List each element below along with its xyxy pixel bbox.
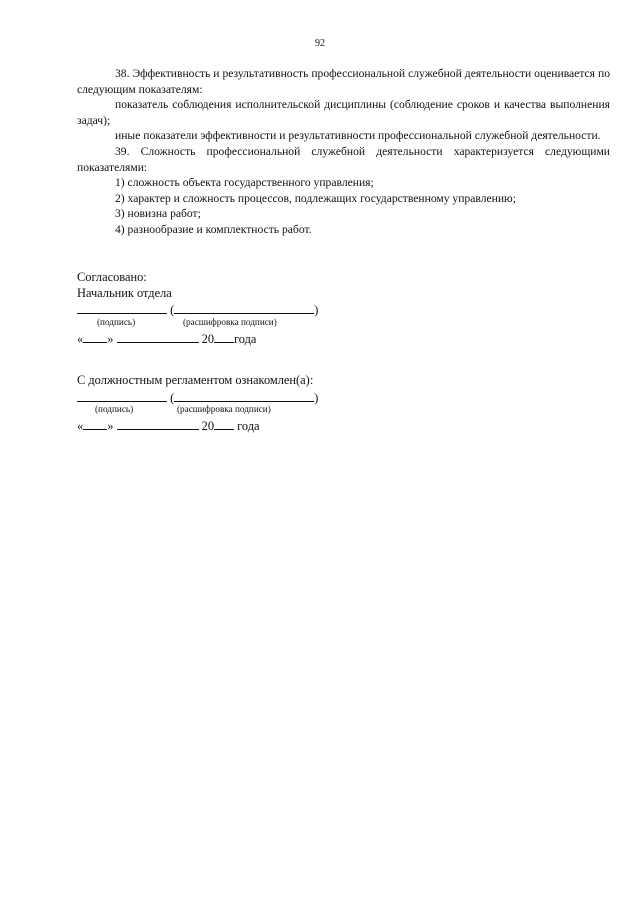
acknowledgement-decoding-line[interactable] bbox=[174, 389, 314, 402]
approval-open-paren: ( bbox=[170, 303, 175, 318]
approval-decoding-hint: (расшифровка подписи) bbox=[183, 316, 277, 327]
approval-signature-row bbox=[77, 301, 397, 317]
clause-39-item-4: 4) разнообразие и комплектность работ. bbox=[115, 222, 312, 236]
clause-38-item-1: показатель соблюдения исполнительской дисциплины (соблюдение сроков и качества выполнения задач); bbox=[77, 98, 610, 127]
approval-label: Согласовано: bbox=[77, 270, 147, 284]
clause-39-item-1: 1) сложность объекта государственного управления; bbox=[115, 176, 374, 190]
acknowledgement-signature-hint: (подпись) bbox=[95, 404, 134, 415]
acknowledgement-block bbox=[77, 373, 397, 433]
clause-38-item-2: иные показатели эффективности и результативности профессиональной служебной деятельности. bbox=[115, 129, 601, 143]
approval-position: Начальник отдела bbox=[77, 285, 172, 300]
acknowledgement-hint-row bbox=[77, 404, 397, 417]
approval-year-prefix: 20 bbox=[201, 331, 215, 346]
approval-signature-line[interactable] bbox=[77, 301, 167, 314]
approval-date-close-quote: » bbox=[107, 331, 114, 346]
approval-block bbox=[77, 270, 397, 345]
approval-decoding-line[interactable] bbox=[174, 301, 314, 314]
acknowledgement-month-line[interactable] bbox=[117, 417, 199, 430]
acknowledgement-year-suffix: года bbox=[237, 419, 260, 434]
approval-year-suffix: года bbox=[234, 331, 257, 346]
approval-day-line[interactable] bbox=[83, 330, 107, 343]
approval-close-paren: ) bbox=[314, 303, 319, 318]
clause-38-intro: 38. Эффективность и результативность профессиональной служебной деятельности оценивается по следующим показателям: bbox=[77, 67, 610, 96]
acknowledgement-decoding-hint: (расшифровка подписи) bbox=[177, 404, 271, 415]
clause-39-intro: 39. Сложность профессиональной служебной деятельности характеризуется следующими показателями: bbox=[77, 144, 610, 174]
acknowledgement-year-prefix: 20 bbox=[201, 419, 215, 434]
acknowledgement-signature-row bbox=[77, 389, 397, 405]
acknowledgement-open-paren: ( bbox=[170, 390, 175, 405]
acknowledgement-date-open-quote: « bbox=[77, 419, 84, 434]
approval-year-line[interactable] bbox=[214, 330, 234, 343]
clause-39-item-2: 2) характер и сложность процессов, подлежащих государственному управлению; bbox=[115, 191, 516, 205]
approval-date-row bbox=[77, 330, 397, 346]
acknowledgement-day-line[interactable] bbox=[83, 417, 107, 430]
acknowledgement-year-line[interactable] bbox=[214, 417, 234, 430]
acknowledgement-label: С должностным регламентом ознакомлен(а): bbox=[77, 373, 314, 387]
acknowledgement-date-row bbox=[77, 417, 397, 433]
clause-39-item-3: 3) новизна работ; bbox=[115, 207, 201, 221]
approval-date-open-quote: « bbox=[77, 331, 84, 346]
page-number: 92 bbox=[315, 38, 325, 49]
acknowledgement-close-paren: ) bbox=[314, 390, 319, 405]
acknowledgement-date-close-quote: » bbox=[107, 419, 114, 434]
approval-signature-hint: (подпись) bbox=[97, 316, 136, 327]
acknowledgement-signature-line[interactable] bbox=[77, 389, 167, 402]
regulation-text bbox=[77, 66, 610, 238]
approval-hint-row bbox=[77, 317, 397, 330]
approval-month-line[interactable] bbox=[117, 330, 199, 343]
